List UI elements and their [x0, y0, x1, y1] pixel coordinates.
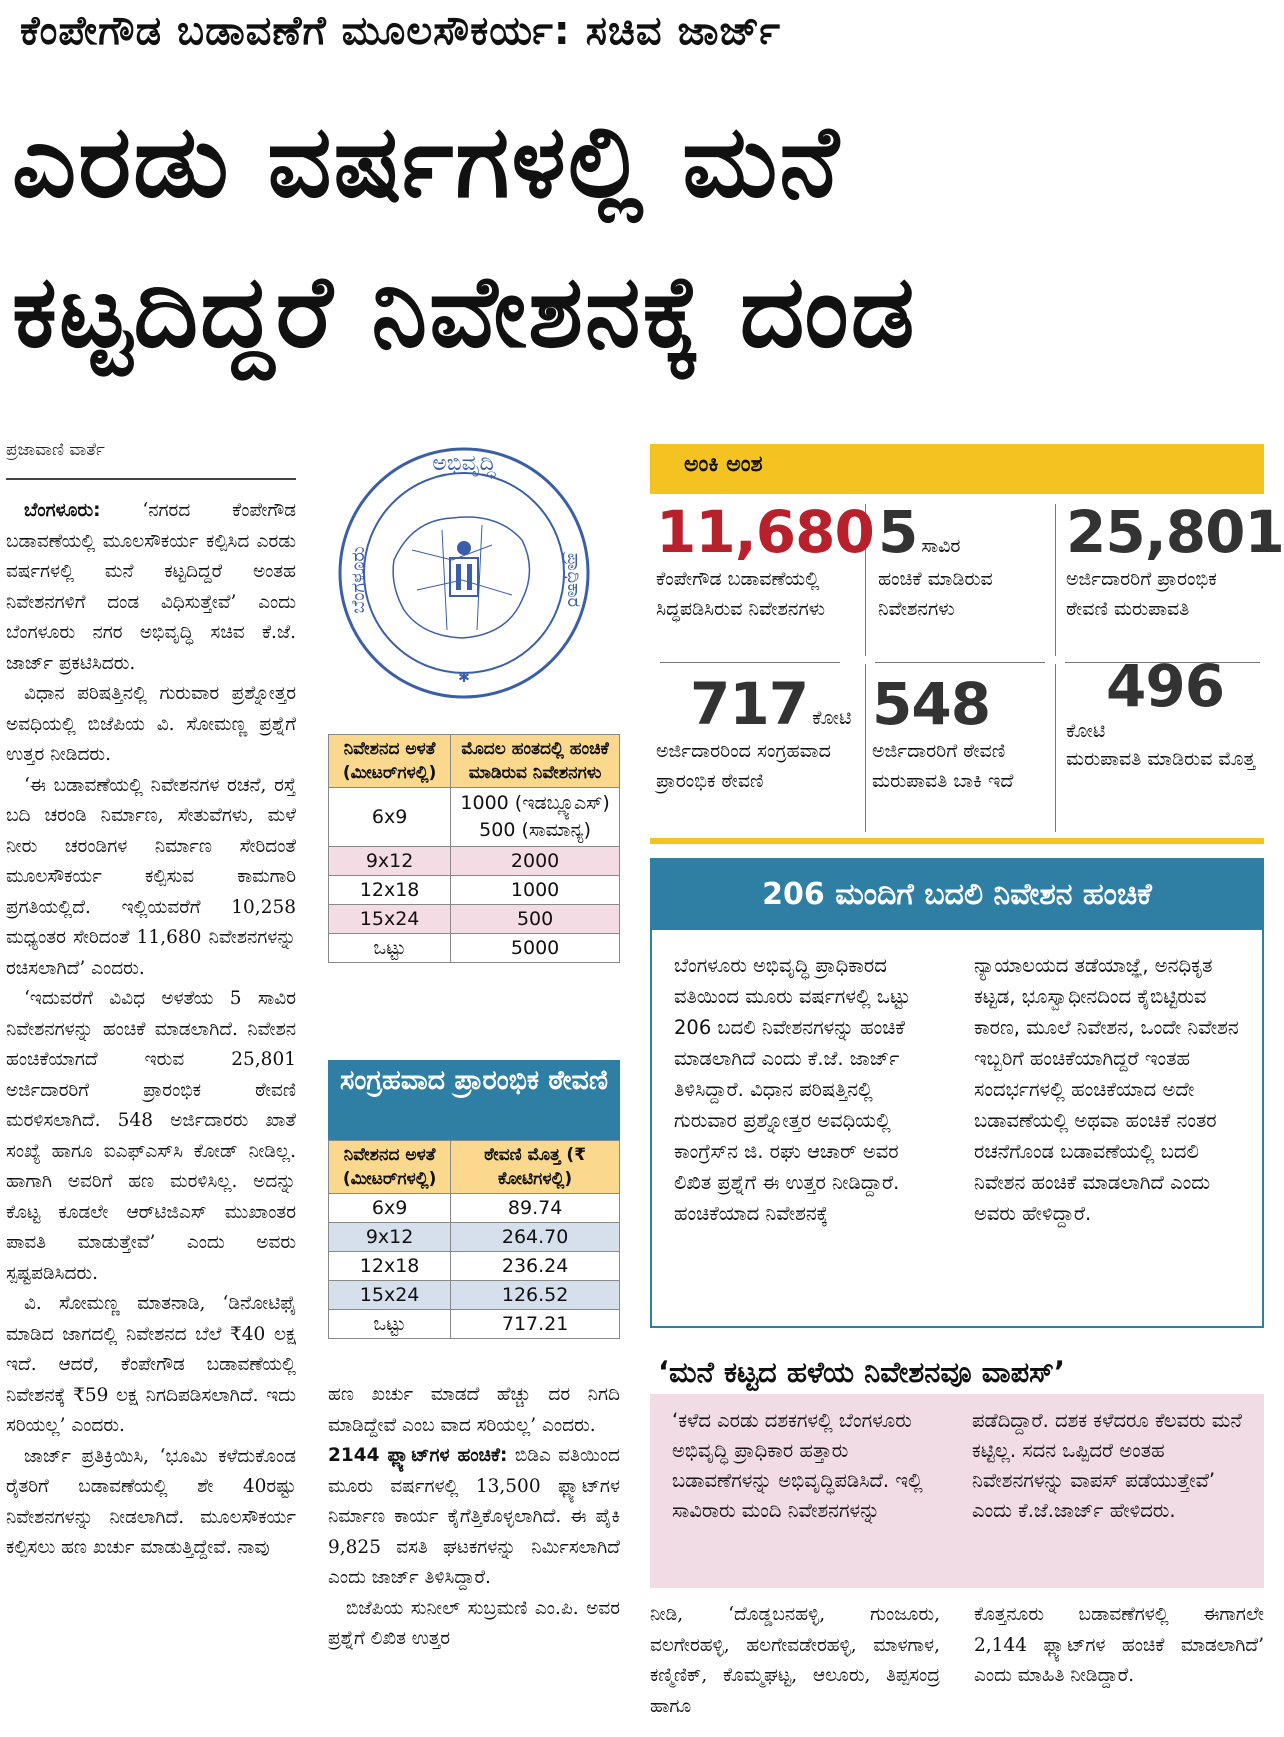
seal-left-text: ಬೆಂಗಳೂರು: [348, 546, 369, 614]
stats-bottom-bar: [650, 838, 1264, 844]
table-cell: 15x24: [329, 1281, 451, 1310]
table-cell: 2000: [451, 847, 620, 876]
table-row: [329, 876, 620, 905]
table-cell: ಒಟ್ಟು: [329, 934, 451, 963]
article-paragraph: ‘ಇದುವರೆಗೆ ವಿವಿಧ ಅಳತೆಯ 5 ಸಾವಿರ ನಿವೇಶನಗಳನ್ನು ಹಂಚಿಕೆ ಮಾಡಲಾಗಿದೆ. ನಿವೇಶನ ಹಂಚಿಕೆಯಾಗದೆ ಇರುವ 25,801 ಅರ್ಜಿದಾರರಿಗೆ ಪ್ರಾರಂಭಿಕ ಠೇವಣಿ ಮರಳಿಸಲಾಗಿದೆ. 548 ಅರ್ಜಿದಾರರು ಖಾತೆ ಸಂಖ್ಯೆ ಹಾಗೂ ಐಎಫ್ಎಸ್‌ಸಿ ಕೋಡ್ ನೀಡಿಲ್ಲ. ಹಾಗಾಗಿ ಅವರಿಗೆ ಹಣ ಮರಳಿಸಿಲ್ಲ. ಅದನ್ನು ಕೊಟ್ಟ ಕೂಡಲೇ ಆರ್‌ಟಿಜಿಎಸ್ ಮುಖಾಂತರ ಪಾವತಿ ಮಾಡುತ್ತೇವೆ’ ಎಂದು ಅವರು ಸ್ಪಷ್ಟಪಡಿಸಿದರು.: [6, 988, 296, 1284]
stat-item: [878, 500, 1052, 624]
box-text-right: ನ್ಯಾಯಾಲಯದ ತಡೆಯಾಜ್ಞೆ, ಅನಧಿಕೃತ ಕಟ್ಟಡ, ಭೂಸ್ವಾಧೀನದಿಂದ ಕೈಬಿಟ್ಟಿರುವ ಕಾರಣ, ಮೂಲೆ ನಿವೇಶನ, ಒಂದೇ ನಿವೇಶನ ಇಬ್ಬರಿಗೆ ಹಂಚಿಕೆಯಾಗಿದ್ದರೆ ಇಂತಹ ಸಂದರ್ಭಗಳಲ್ಲಿ ಹಂಚಿಕೆಯಾದ ಅದೇ ಬಡಾವಣೆಯಲ್ಲಿ ಅಥವಾ ಹಂಚಿಕೆ ನಂತರ ರಚನೆಗೊಂಡ ಬಡಾವಣೆಯಲ್ಲಿ ಬದಲಿ ನಿವೇಶನ ಹಂಚಿಕೆ ಮಾಡಲಾಗಿದೆ ಎಂದು ಅವರು ಹೇಳಿದ್ದಾರೆ.: [974, 954, 1239, 1225]
stats-title-bar: [650, 444, 1264, 494]
stat-desc: ಕೆಂಪೇಗೌಡ ಬಡಾವಣೆಯಲ್ಲಿ ಸಿದ್ಧಪಡಿಸಿರುವ ನಿವೇಶನಗಳು: [656, 568, 826, 620]
table-header: ಠೇವಣಿ ಮೊತ್ತ (₹ ಕೋಟಿಗಳಲ್ಲಿ): [451, 1141, 620, 1194]
article-subhead: 2144 ಫ್ಲ್ಯಾಟ್‌ಗಳ ಹಂಚಿಕೆ:: [328, 1445, 508, 1466]
article-paragraph: ವಿಧಾನ ಪರಿಷತ್ತಿನಲ್ಲಿ ಗುರುವಾರ ಪ್ರಶ್ನೋತ್ತರ ಅವಧಿಯಲ್ಲಿ ಬಿಜೆಪಿಯ ವಿ. ಸೋಮಣ್ಣ ಪ್ರಶ್ನೆಗೆ ಉತ್ತರ ನೀಡಿದರು.: [6, 683, 296, 765]
article-column-1: [6, 496, 296, 1736]
seal-top-text: ಅಭಿವೃದ್ಧಿ: [432, 451, 496, 476]
box-title: ‘ಮನೆ ಕಟ್ಟದ ಹಳೆಯ ನಿವೇಶನವೂ ವಾಪಸ್’: [650, 1350, 1264, 1394]
stat-item: [872, 672, 1052, 796]
table-header: ಮೊದಲ ಹಂತದಲ್ಲಿ ಹಂಚಿಕೆ ಮಾಡಿರುವ ನಿವೇಶನಗಳು: [451, 735, 620, 788]
table-row: [329, 934, 620, 963]
stat-desc: ಅರ್ಜಿದಾರರಿಗೆ ಪ್ರಾರಂಭಿಕ ಠೇವಣಿ ಮರುಪಾವತಿ: [1066, 568, 1217, 620]
table-row: [329, 847, 620, 876]
table-cell: 6x9: [329, 788, 451, 847]
stat-desc: ಅರ್ಜಿದಾರರಿಂದ ಸಂಗ್ರಹವಾದ ಪ್ರಾರಂಭಿಕ ಠೇವಣಿ: [656, 740, 831, 792]
stat-value: 496: [1106, 652, 1225, 720]
table-cell: 9x12: [329, 1223, 451, 1252]
box-title: 206 ಮಂದಿಗೆ ಬದಲಿ ನಿವೇಶನ ಹಂಚಿಕೆ: [652, 860, 1262, 930]
article-paragraph: ‘ನಗರದ ಕೆಂಪೇಗೌಡ ಬಡಾವಣೆಯಲ್ಲಿ ಮೂಲಸೌಕರ್ಯ ಕಲ್ಪಿಸಿದ ಎರಡು ವರ್ಷಗಳಲ್ಲಿ ಮನೆ ಕಟ್ಟದಿದ್ದರೆ ಅಂತಹ ನಿವೇಶನಗಳಿಗೆ ದಂಡ ವಿಧಿಸುತ್ತೇವೆ’ ಎಂದು ಬೆಂಗಳೂರು ನಗರ ಅಭಿವೃದ್ಧಿ ಸಚಿವ ಕೆ.ಜೆ. ಜಾರ್ಜ್ ಪ್ರಕಟಿಸಿದರು.: [6, 500, 296, 674]
kicker: ಕೆಂಪೇಗೌಡ ಬಡಾವಣೆಗೆ ಮೂಲಸೌಕರ್ಯ: ಸಚಿವ ಜಾರ್ಜ್: [20, 8, 782, 54]
svg-text:✱: ✱: [458, 670, 470, 686]
stat-value: 25,801: [1066, 498, 1284, 566]
table-cell: 500: [451, 905, 620, 934]
stat-value: 717: [690, 670, 809, 738]
table-row: [329, 1281, 620, 1310]
table-cell: 717.21: [451, 1310, 620, 1339]
table-cell: 236.24: [451, 1252, 620, 1281]
bda-seal-logo: [332, 440, 622, 710]
article-paragraph: ಜಾರ್ಜ್ ಪ್ರತಿಕ್ರಿಯಿಸಿ, ‘ಭೂಮಿ ಕಳೆದುಕೊಂಡ ರೈತರಿಗೆ ಬಡಾವಣೆಯಲ್ಲಿ ಶೇ 40ರಷ್ಟು ನಿವೇಶನಗಳನ್ನು ನೀಡಲಾಗಿದೆ. ಮೂಲಸೌಕರ್ಯ ಕಲ್ಪಿಸಲು ಹಣ ಖರ್ಚು ಮಾಡುತ್ತಿದ್ದೇವೆ. ನಾವು: [6, 1445, 296, 1558]
article-paragraph: ವಿ. ಸೋಮಣ್ಣ ಮಾತನಾಡಿ, ‘ಡಿನೋಟಿಫೈ ಮಾಡಿದ ಜಾಗದಲ್ಲಿ ನಿವೇಶನದ ಬೆಲೆ ₹40 ಲಕ್ಷ ಇದೆ. ಆದರೆ, ಕೆಂಪೇಗೌಡ ಬಡಾವಣೆಯಲ್ಲಿ ನಿವೇಶನಕ್ಕೆ ₹59 ಲಕ್ಷ ನಿಗದಿಪಡಿಸಲಾಗಿದೆ. ಇದು ಸರಿಯಲ್ಲ’ ಎಂದರು.: [6, 1293, 296, 1436]
table-row: [329, 905, 620, 934]
stats-grid: [650, 494, 1284, 842]
table-cell: 1000: [451, 876, 620, 905]
table-cell: 12x18: [329, 1252, 451, 1281]
stat-value: 5: [878, 498, 918, 566]
headline-line-1: ಎರಡು ವರ್ಷಗಳಲ್ಲಿ ಮನೆ: [12, 103, 841, 220]
table-row: [329, 1252, 620, 1281]
stat-unit: ಕೋಟಿ: [1066, 720, 1106, 742]
article-paragraph: ‘ಈ ಬಡಾವಣೆಯಲ್ಲಿ ನಿವೇಶನಗಳ ರಚನೆ, ರಸ್ತೆ ಬದಿ ಚರಂಡಿ ನಿರ್ಮಾಣ, ಸೇತುವೆಗಳು, ಮಳೆ ನೀರು ಚರಂಡಿಗಳ ನಿರ್ಮಾಣ ಸೇರಿದಂತೆ ಮೂಲಸೌಕರ್ಯ ಕಲ್ಪಿಸುವ ಕಾಮಗಾರಿ ಪ್ರಗತಿಯಲ್ಲಿದೆ. ಇಲ್ಲಿಯವರೆಗೆ 10,258 ಮಧ್ಯಂತರ ಸೇರಿದಂತೆ 11,680 ನಿವೇಶನಗಳನ್ನು ರಚಿಸಲಾಗಿದೆ’ ಎಂದರು.: [6, 774, 296, 979]
article-paragraph: ಹಣ ಖರ್ಚು ಮಾಡದೆ ಹೆಚ್ಚು ದರ ನಿಗದಿ ಮಾಡಿದ್ದೇವೆ ಎಂಬ ವಾದ ಸರಿಯಲ್ಲ’ ಎಂದರು.: [328, 1384, 620, 1436]
stat-value: 548: [872, 670, 991, 738]
table-row: [329, 1194, 620, 1223]
article-paragraph: ಬಿಜೆಪಿಯ ಸುನೀಲ್ ಸುಬ್ರಮಣಿ ಎಂ.ಪಿ. ಅವರ ಪ್ರಶ್ನೆಗೆ ಲಿಖಿತ ಉತ್ತರ: [328, 1597, 620, 1649]
stat-item: [656, 672, 862, 796]
table-row: [329, 1223, 620, 1252]
dateline: ಬೆಂಗಳೂರು:: [24, 500, 101, 521]
sidebar-box-206: [650, 858, 1264, 1328]
stat-unit: ಕೋಟಿ: [812, 707, 852, 729]
article-paragraph: ನೀಡಿ, ‘ದೊಡ್ಡಬನಹಳ್ಳಿ, ಗುಂಜೂರು, ವಲಗೇರಹಳ್ಳಿ, ಹಲಗೇವಡೇರಹಳ್ಳಿ, ಮಾಳಗಾಳ, ಕಣ್ಮಿಣಿಕ್, ಕೊಮ್ಮಘಟ್ಟ, ಆಲೂರು, ತಿಪ್ಪಸಂದ್ರ ಹಾಗೂ: [650, 1604, 940, 1717]
stat-desc: ಮರುಪಾವತಿ ಮಾಡಿರುವ ಮೊತ್ತ: [1066, 748, 1256, 770]
box-text-left: ‘ಕಳೆದ ಎರಡು ದಶಕಗಳಲ್ಲಿ ಬೆಂಗಳೂರು ಅಭಿವೃದ್ಧಿ ಪ್ರಾಧಿಕಾರ ಹತ್ತಾರು ಬಡಾವಣೆಗಳನ್ನು ಅಭಿವೃದ್ಧಿಪಡಿಸಿದೆ. ಇಲ್ಲಿ ಸಾವಿರಾರು ಮಂದಿ ನಿವೇಶನಗಳನ್ನು: [672, 1409, 923, 1522]
seal-right-text: ಪ್ರಾಧಿಕಾರ: [563, 552, 584, 608]
table-cell: ಒಟ್ಟು: [329, 1310, 451, 1339]
table-cell: 1000 (ಇಡಬ್ಲ್ಯೂಎಸ್) 500 (ಸಾಮಾನ್ಯ): [451, 788, 620, 847]
deposit-table: [328, 1140, 620, 1339]
stat-item: [1066, 498, 1284, 624]
table-cell: 5000: [451, 934, 620, 963]
allotment-table: [328, 734, 620, 963]
article-column-2: [328, 1380, 620, 1735]
table-row: [329, 788, 620, 847]
table-cell: 9x12: [329, 847, 451, 876]
table-header: ನಿವೇಶನದ ಅಳತೆ (ಮೀಟರ್‌ಗಳಲ್ಲಿ): [329, 735, 451, 788]
article-columns-3-4: [650, 1600, 1264, 1736]
article-paragraph: ಬಿಡಿಎ ವತಿಯಿಂದ ಮೂರು ವರ್ಷಗಳಲ್ಲಿ 13,500 ಫ್ಲ್ಯಾಟ್‌ಗಳ ನಿರ್ಮಾಣ ಕಾರ್ಯ ಕೈಗೆತ್ತಿಕೊಳ್ಳಲಾಗಿದೆ. ಈ ಪೈಕಿ 9,825 ವಸತಿ ಘಟಕಗಳನ್ನು ನಿರ್ಮಿಸಲಾಗಿದೆ ಎಂದು ಜಾರ್ಜ್ ತಿಳಿಸಿದ್ದಾರೆ.: [328, 1445, 620, 1588]
table-cell: 12x18: [329, 876, 451, 905]
table-cell: 126.52: [451, 1281, 620, 1310]
stat-desc: ಹಂಚಿಕೆ ಮಾಡಿರುವ ನಿವೇಶನಗಳು: [878, 568, 993, 620]
box-text-right: ಪಡೆದಿದ್ದಾರೆ. ದಶಕ ಕಳೆದರೂ ಕೆಲವರು ಮನೆ ಕಟ್ಟಿಲ್ಲ. ಸದನ ಒಪ್ಪಿದರೆ ಅಂತಹ ನಿವೇಶನಗಳನ್ನು ವಾಪಸ್ ಪಡೆಯುತ್ತೇವೆ’ ಎಂದು ಕೆ.ಜೆ.ಜಾರ್ಜ್ ಹೇಳಿದರು.: [972, 1409, 1242, 1522]
stats-title: ಅಂಕಿ ಅಂಶ: [684, 452, 763, 477]
article-paragraph: ಕೊತ್ತನೂರು ಬಡಾವಣೆಗಳಲ್ಲಿ ಈಗಾಗಲೇ 2,144 ಫ್ಲ್ಯಾಟ್‌ಗಳ ಹಂಚಿಕೆ ಮಾಡಲಾಗಿದೆ’ ಎಂದು ಮಾಹಿತಿ ನೀಡಿದ್ದಾರೆ.: [974, 1604, 1264, 1686]
stat-value: 11,680: [656, 498, 874, 566]
headline-line-2: ಕಟ್ಟದಿದ್ದರೆ ನಿವೇಶನಕ್ಕೆ ದಂಡ: [12, 253, 917, 370]
table-cell: 15x24: [329, 905, 451, 934]
stat-item: [656, 498, 874, 624]
byline: ಪ್ರಜಾವಾಣಿ ವಾರ್ತೆ: [6, 440, 105, 460]
table-cell: 6x9: [329, 1194, 451, 1223]
sidebar-box-old-sites: [650, 1350, 1264, 1588]
box-text-left: ಬೆಂಗಳೂರು ಅಭಿವೃದ್ಧಿ ಪ್ರಾಧಿಕಾರದ ವತಿಯಿಂದ ಮೂರು ವರ್ಷಗಳಲ್ಲಿ ಒಟ್ಟು 206 ಬದಲಿ ನಿವೇಶನಗಳನ್ನು ಹಂಚಿಕೆ ಮಾಡಲಾಗಿದೆ ಎಂದು ಕೆ.ಜೆ. ಜಾರ್ಜ್ ತಿಳಿಸಿದ್ದಾರೆ. ವಿಧಾನ ಪರಿಷತ್ತಿನಲ್ಲಿ ಗುರುವಾರ ಪ್ರಶ್ನೋತ್ತರ ಅವಧಿಯಲ್ಲಿ ಕಾಂಗ್ರೆಸ್‌ನ ಜಿ. ರಘು ಆಚಾರ್ ಅವರ ಲಿಖಿತ ಪ್ರಶ್ನೆಗೆ ಈ ಉತ್ತರ ನೀಡಿದ್ದಾರೆ. ಹಂಚಿಕೆಯಾದ ನಿವೇಶನಕ್ಕೆ: [674, 954, 911, 1225]
table-header: ನಿವೇಶನದ ಅಳತೆ (ಮೀಟರ್‌ಗಳಲ್ಲಿ): [329, 1141, 451, 1194]
table-cell: 89.74: [451, 1194, 620, 1223]
stat-desc: ಅರ್ಜಿದಾರರಿಗೆ ಠೇವಣಿ ಮರುಪಾವತಿ ಬಾಕಿ ಇದೆ: [872, 740, 1014, 792]
stat-unit: ಸಾವಿರ: [921, 535, 961, 557]
deposit-table-title: ಸಂಗ್ರಹವಾದ ಪ್ರಾರಂಭಿಕ ಠೇವಣಿ: [328, 1060, 620, 1140]
byline-divider: [6, 478, 296, 480]
table-cell: 264.70: [451, 1223, 620, 1252]
table-row: [329, 1310, 620, 1339]
stat-item: [1066, 654, 1262, 774]
